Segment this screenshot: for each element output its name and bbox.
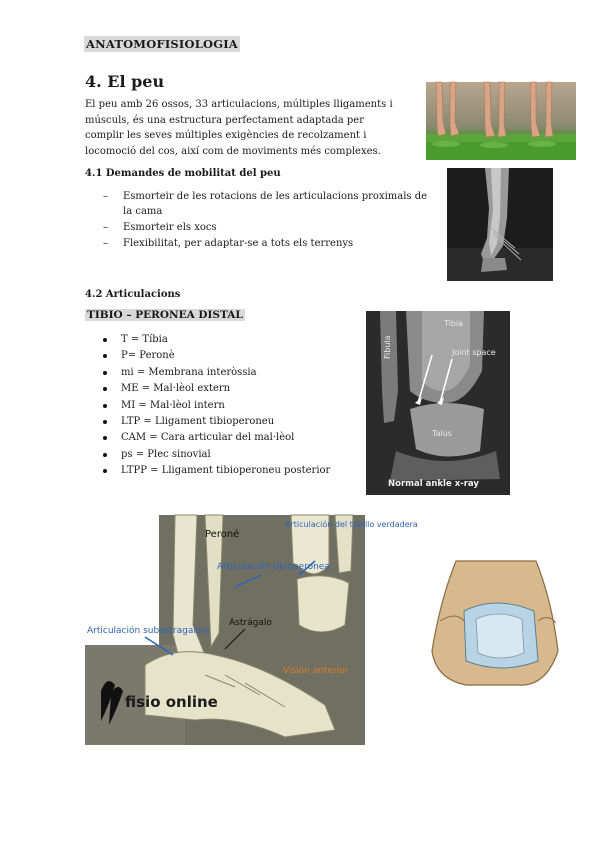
list-item: LTPP = Lligament tibioperoneu posterior xyxy=(85,463,365,479)
list-item: – Esmorteir de les rotacions de les articulacions proximals de la cama xyxy=(85,189,430,219)
intro-paragraph: El peu amb 26 ossos, 33 articulacions, múltiples lligaments i músculs, és una estructura perfectament adaptada per complir les seves múltiples exigències de recolzament i locomoció del cos, així com de moviments més complexes. xyxy=(85,99,393,157)
diagram-label-tobillo: Articulación del tobillo verdadera xyxy=(285,520,418,529)
ankle-xray-image xyxy=(366,311,510,495)
list-item: ME = Mal·lèol extern xyxy=(85,381,365,397)
xray-label-fibula: Fibula xyxy=(383,335,392,359)
list-item: – Esmorteir els xocs xyxy=(85,220,430,235)
logo-text: fisio online xyxy=(125,693,218,711)
list-item: MI = Mal·lèol intern xyxy=(85,398,365,414)
list-item: P= Peronè xyxy=(85,348,365,364)
list-item: CAM = Cara articular del mal·lèol xyxy=(85,430,365,446)
subsection-title-articulations: 4.2 Articulacions xyxy=(85,289,181,300)
list-item: mi = Membrana interòssia xyxy=(85,365,365,381)
list-item: – Flexibilitat, per adaptar-se a tots els terrenys xyxy=(85,236,430,251)
subsection-title-mobility: 4.1 Demandes de mobilitat del peu xyxy=(85,168,281,179)
xray-caption: Normal ankle x-ray xyxy=(388,479,479,489)
joint-subtitle: TIBIO – PERONEA DISTAL xyxy=(87,309,243,321)
pointe-foot-photo xyxy=(447,168,553,281)
xray-label-tibia: Tibia xyxy=(444,319,464,328)
diagram-label-subastragalina: Articulación subastragalina xyxy=(87,626,210,636)
diagram-label-tibioperonea: Articulación tibioperonea xyxy=(217,562,330,572)
talus-joint-illustration xyxy=(426,561,566,689)
list-item: LTP = Lligament tibioperoneu xyxy=(85,414,365,430)
list-item: ps = Plec sinovial xyxy=(85,447,365,463)
mobility-list xyxy=(85,189,430,252)
abbreviation-list xyxy=(85,332,365,480)
ankle-bones-diagram xyxy=(85,515,418,745)
list-item: T = Tíbia xyxy=(85,332,365,348)
diagram-label-perone: Peroné xyxy=(205,529,240,540)
section-title: 4. El peu xyxy=(85,72,165,91)
xray-label-joint-space: Joint space xyxy=(452,348,496,357)
document-header-tag: ANATOMOFISIOLOGIA xyxy=(86,37,238,51)
xray-label-talus: Talus xyxy=(432,429,452,438)
diagram-label-astragalo: Astrágalo xyxy=(229,618,272,628)
diagram-label-vision-anterior: Visión anterior xyxy=(283,666,349,676)
feet-on-grass-photo xyxy=(426,82,576,160)
